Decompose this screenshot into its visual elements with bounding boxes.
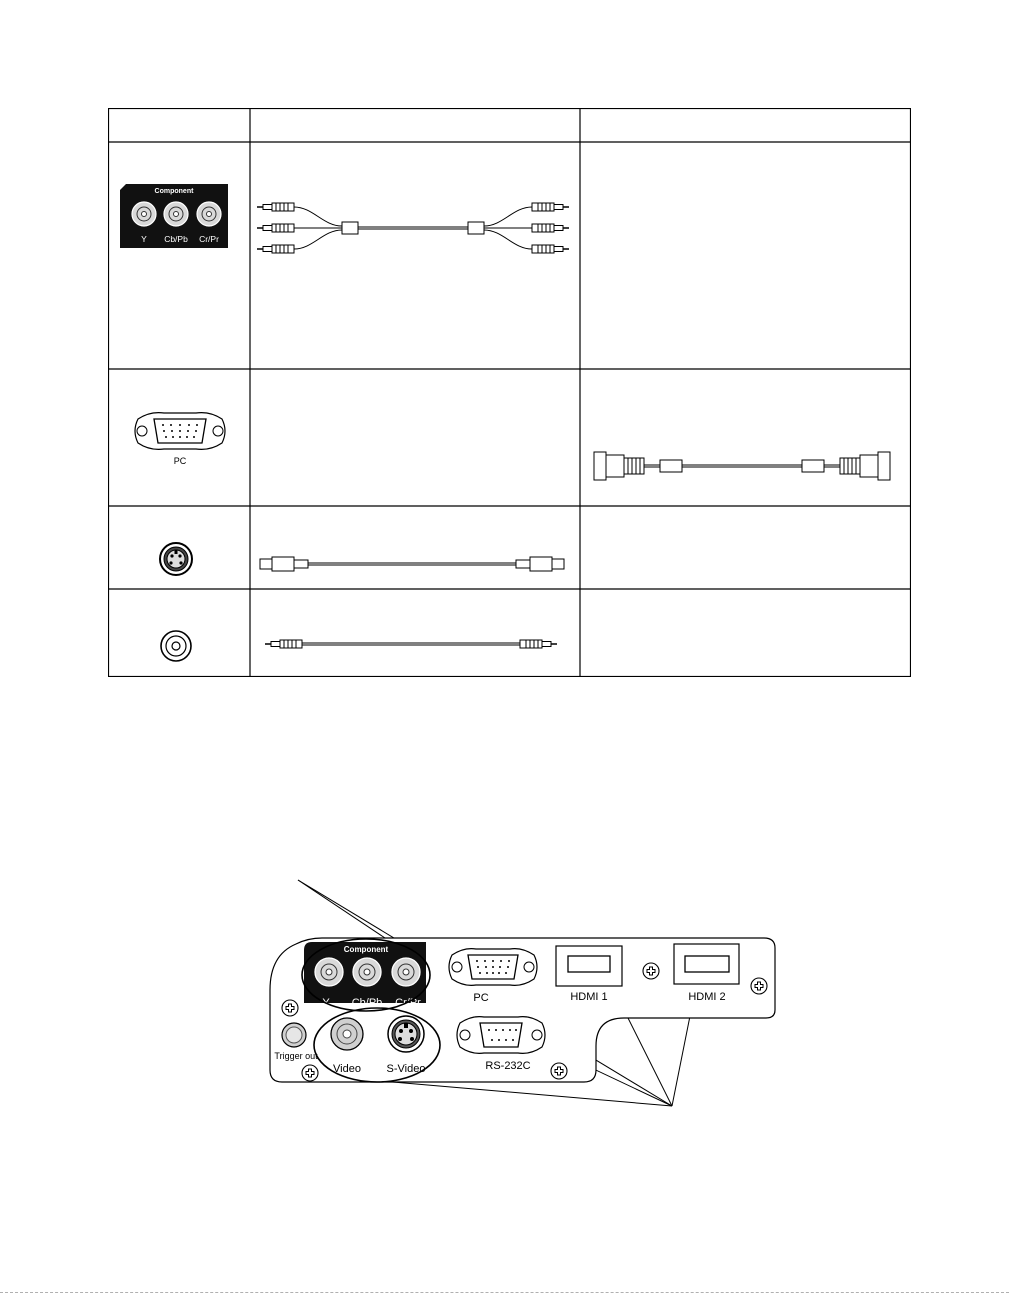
page-edge-rule	[0, 1292, 1009, 1293]
panel-video-label: Video	[333, 1063, 361, 1075]
hdmi1-label: HDMI 1	[570, 991, 608, 1003]
trigger-out-port-icon	[282, 1023, 306, 1047]
screw-icon	[282, 1000, 298, 1016]
component-label: Component	[154, 188, 194, 195]
panel-y-label: Y	[322, 997, 330, 1009]
trigger-out-label: Trigger out	[274, 1051, 318, 1061]
panel-cb-pb-label: Cb/Pb	[351, 997, 383, 1009]
component-port-group	[302, 939, 430, 1011]
component-ports-icon	[120, 184, 228, 248]
panel-video-jack-icon	[331, 1018, 363, 1050]
table-grid	[108, 108, 911, 677]
y-label: Y	[141, 234, 147, 244]
panel-s-video-label: S-Video	[386, 1063, 426, 1075]
cr-pr-jack-icon	[197, 202, 221, 226]
rca-video-cable-icon	[265, 640, 557, 648]
screw-icon	[551, 1063, 567, 1079]
vga-computer-cable-icon	[594, 452, 890, 480]
panel-cb-pb-jack-icon	[353, 958, 381, 986]
screw-icon	[643, 963, 659, 979]
vga-pc-port-icon	[135, 413, 225, 466]
panel-y-jack-icon	[315, 958, 343, 986]
screw-icon	[302, 1065, 318, 1081]
cb-pb-jack-icon	[164, 202, 188, 226]
cr-pr-label: Cr/Pr	[199, 234, 219, 244]
y-jack-icon	[132, 202, 156, 226]
s-video-cable-icon	[260, 557, 564, 571]
panel-pc-label: PC	[473, 992, 489, 1004]
rs232c-label: RS-232C	[485, 1060, 531, 1072]
panel-component-label: Component	[343, 945, 389, 954]
panel-cr-pr-label: Cr/Pr	[395, 997, 421, 1009]
hdmi2-port-icon	[674, 944, 739, 984]
panel-s-video-port-icon	[388, 1016, 424, 1052]
panel-cr-pr-jack-icon	[392, 958, 420, 986]
cb-pb-label: Cb/Pb	[164, 234, 188, 244]
pc-label: PC	[173, 456, 187, 466]
hdmi2-label: HDMI 2	[688, 991, 726, 1003]
screw-icon	[751, 978, 767, 994]
rs232c-port-icon	[457, 1017, 545, 1054]
composite-video-port-icon	[161, 631, 191, 661]
component-video-cable-icon	[257, 203, 569, 253]
hdmi1-port-icon	[556, 946, 622, 986]
s-video-port-icon	[160, 543, 192, 575]
projector-rear-panel	[262, 866, 782, 1116]
connection-table	[108, 108, 911, 677]
panel-pc-port-icon	[449, 949, 537, 986]
